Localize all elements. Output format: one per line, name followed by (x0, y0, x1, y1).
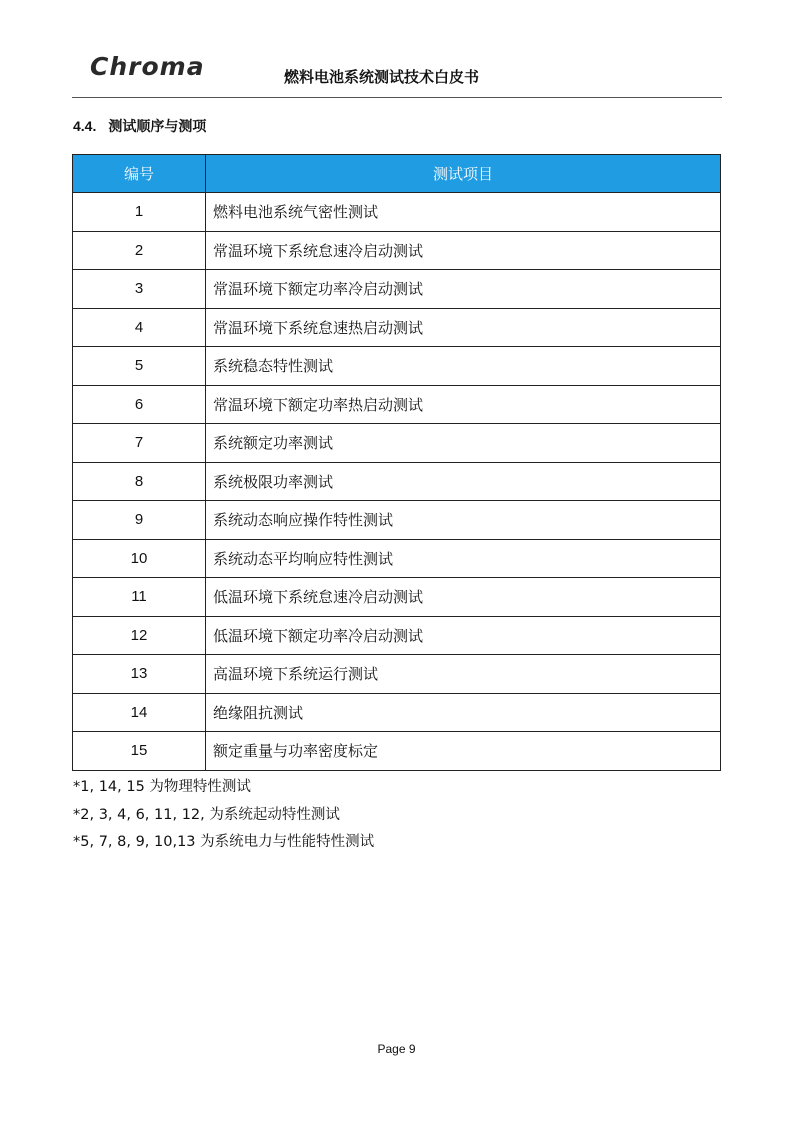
row-number: 2 (73, 231, 206, 270)
row-test-item: 高温环境下系统运行测试 (206, 655, 721, 694)
row-test-item: 系统动态平均响应特性测试 (206, 539, 721, 578)
page-number: Page 9 (377, 1042, 416, 1056)
table-row (73, 193, 721, 232)
row-test-item: 常温环境下系统怠速热启动测试 (206, 308, 721, 347)
section-number: 4.4. (73, 118, 97, 134)
table-row (73, 385, 721, 424)
chroma-logo: Chroma (90, 52, 205, 81)
row-test-item: 常温环境下额定功率热启动测试 (206, 385, 721, 424)
row-number: 12 (73, 616, 206, 655)
table-row (73, 616, 721, 655)
row-test-item: 系统稳态特性测试 (206, 347, 721, 386)
document-title: 燃料电池系统测试技术白皮书 (284, 68, 480, 86)
row-test-item: 常温环境下额定功率冷启动测试 (206, 270, 721, 309)
row-test-item: 额定重量与功率密度标定 (206, 732, 721, 771)
note-startup-tests: *2, 3, 4, 6, 11, 12, 为系统起动特性测试 (73, 806, 340, 823)
row-test-item: 绝缘阻抗测试 (206, 693, 721, 732)
row-test-item: 系统极限功率测试 (206, 462, 721, 501)
row-number: 8 (73, 462, 206, 501)
row-test-item: 系统动态响应操作特性测试 (206, 501, 721, 540)
row-number: 4 (73, 308, 206, 347)
column-header-number: 编号 (73, 155, 206, 193)
row-number: 6 (73, 385, 206, 424)
row-number: 3 (73, 270, 206, 309)
table-row (73, 462, 721, 501)
row-test-item: 常温环境下系统怠速冷启动测试 (206, 231, 721, 270)
row-test-item: 低温环境下额定功率冷启动测试 (206, 616, 721, 655)
table-row (73, 308, 721, 347)
test-items-table (72, 154, 721, 771)
row-number: 9 (73, 501, 206, 540)
row-test-item: 低温环境下系统怠速冷启动测试 (206, 578, 721, 617)
table-row (73, 347, 721, 386)
table-row (73, 578, 721, 617)
row-number: 11 (73, 578, 206, 617)
table-row (73, 693, 721, 732)
table-header-row (73, 155, 721, 193)
row-number: 5 (73, 347, 206, 386)
note-physical-tests: *1, 14, 15 为物理特性测试 (73, 779, 251, 795)
table-row (73, 231, 721, 270)
section-heading (73, 117, 206, 136)
row-number: 10 (73, 539, 206, 578)
column-header-test-item: 测试项目 (206, 155, 721, 193)
table-row (73, 424, 721, 463)
table-row (73, 732, 721, 771)
row-number: 1 (73, 193, 206, 232)
table-row (73, 539, 721, 578)
header-divider (72, 97, 722, 98)
row-number: 7 (73, 424, 206, 463)
row-test-item: 系统额定功率测试 (206, 424, 721, 463)
table-row (73, 270, 721, 309)
table-row (73, 655, 721, 694)
row-number: 15 (73, 732, 206, 771)
table-row (73, 501, 721, 540)
section-title: 测试顺序与测项 (108, 119, 207, 135)
row-number: 14 (73, 693, 206, 732)
notes (73, 774, 374, 857)
note-performance-tests: *5, 7, 8, 9, 10,13 为系统电力与性能特性测试 (73, 834, 375, 850)
row-number: 13 (73, 655, 206, 694)
row-test-item: 燃料电池系统气密性测试 (206, 193, 721, 232)
